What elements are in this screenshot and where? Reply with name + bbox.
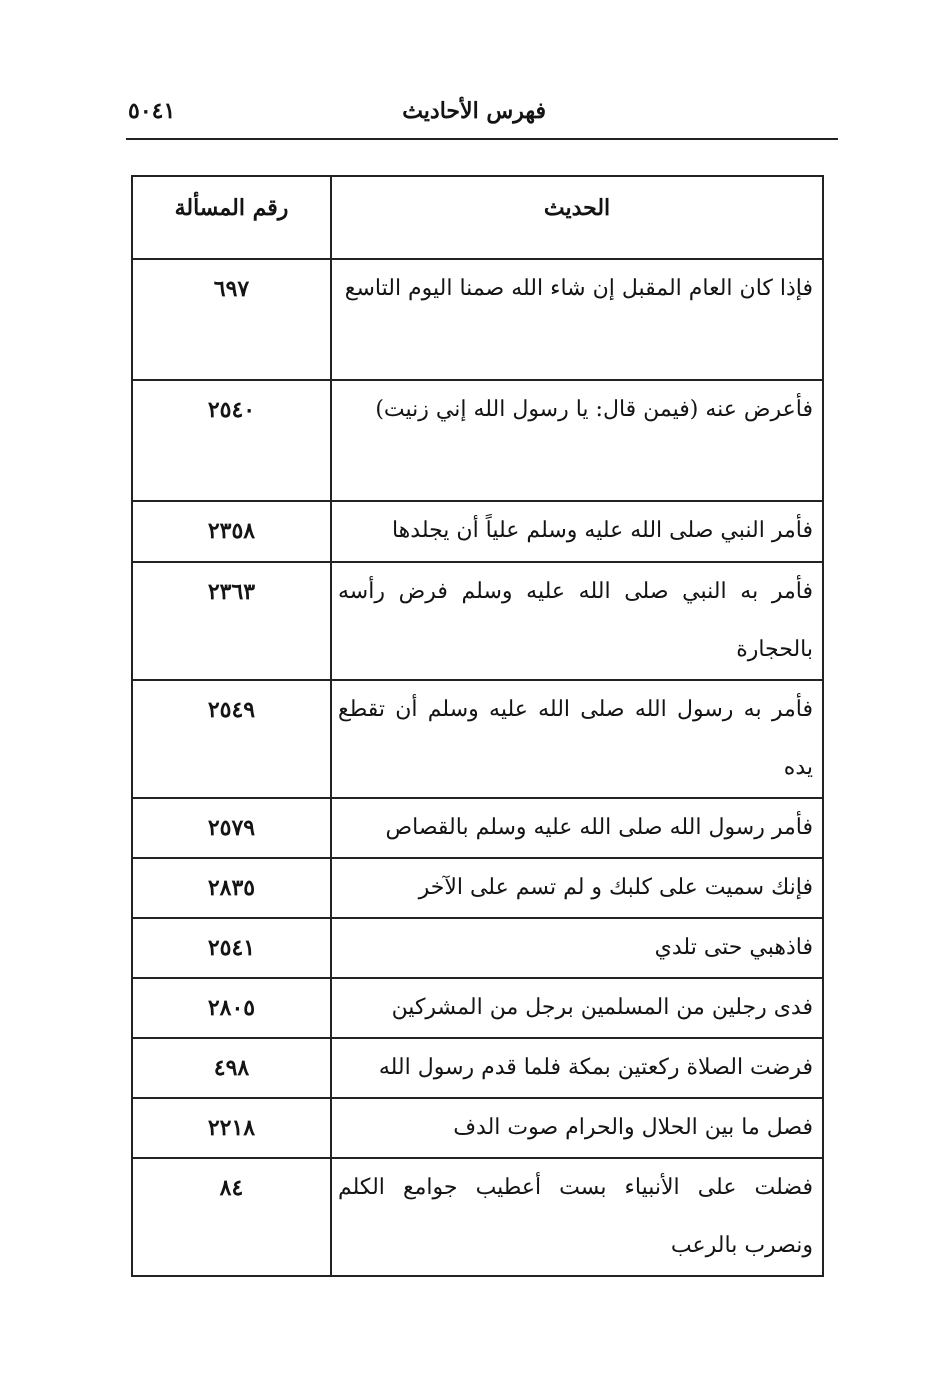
table-row [132,918,823,978]
issue-number: ٢٥٤٠ [207,397,256,423]
hadith-text: فأمر رسول الله صلى الله عليه وسلم بالقصاص [385,815,813,840]
header-hadith-label: الحديث [543,195,611,221]
hadith-text: فضلت على الأنبياء بست أعطيب جوامع الكلم ونصرب بالرعب [338,1175,813,1258]
issue-number: ٦٩٧ [213,276,250,302]
table-row [132,680,823,798]
hadith-text: فإنك سميت على كلبك و لم تسم على الآخر [418,875,813,900]
hadith-index-table [131,175,824,1277]
issue-number: ٢٢١٨ [207,1115,256,1141]
running-head-title: فهرس الأحاديث [402,98,546,124]
table-row [132,1098,823,1158]
hadith-text: فأمر به رسول الله صلى الله عليه وسلم أن تقطع يده [338,697,813,780]
hadith-text: فأمر النبي صلى الله عليه وسلم علياً أن يجلدها [391,518,813,543]
issue-number: ٢٥٧٩ [207,815,256,841]
issue-number: ٤٩٨ [213,1055,250,1081]
page-number: ٥٠٤١ [128,98,176,124]
running-head [128,96,838,136]
hadith-text: فأعرض عنه (فيمن قال: يا رسول الله إني زنيت) [375,397,813,422]
issue-number: ٢٨٣٥ [207,875,256,901]
issue-number: ٢٣٥٨ [207,518,256,544]
header-rule [126,138,838,140]
issue-number: ٢٣٦٣ [207,579,256,605]
header-number [132,176,331,259]
hadith-text: فإذا كان العام المقبل إن شاء الله صمنا اليوم التاسع [344,276,813,301]
header-number-label: رقم المسألة [174,195,289,221]
header-hadith [331,176,823,259]
hadith-text: فأمر به النبي صلى الله عليه وسلم فرض رأسه بالحجارة [338,579,813,662]
issue-number: ٢٥٤٩ [207,697,256,723]
table-row [132,798,823,858]
hadith-text: فدى رجلين من المسلمين برجل من المشركين [391,995,813,1020]
issue-number: ٢٥٤١ [207,935,256,961]
table-row [132,978,823,1038]
table-row [132,1038,823,1098]
hadith-text: فصل ما بين الحلال والحرام صوت الدف [453,1115,813,1140]
table-row [132,1158,823,1276]
issue-number: ٢٨٠٥ [207,995,256,1021]
issue-number: ٨٤ [219,1175,244,1201]
table-row [132,380,823,501]
hadith-text: فرضت الصلاة ركعتين بمكة فلما قدم رسول الله [378,1055,813,1080]
table-header-row [132,176,823,259]
hadith-text: فاذهبي حتى تلدي [654,935,813,960]
table-row [132,562,823,680]
table-row [132,501,823,562]
table-row [132,259,823,380]
table-row [132,858,823,918]
